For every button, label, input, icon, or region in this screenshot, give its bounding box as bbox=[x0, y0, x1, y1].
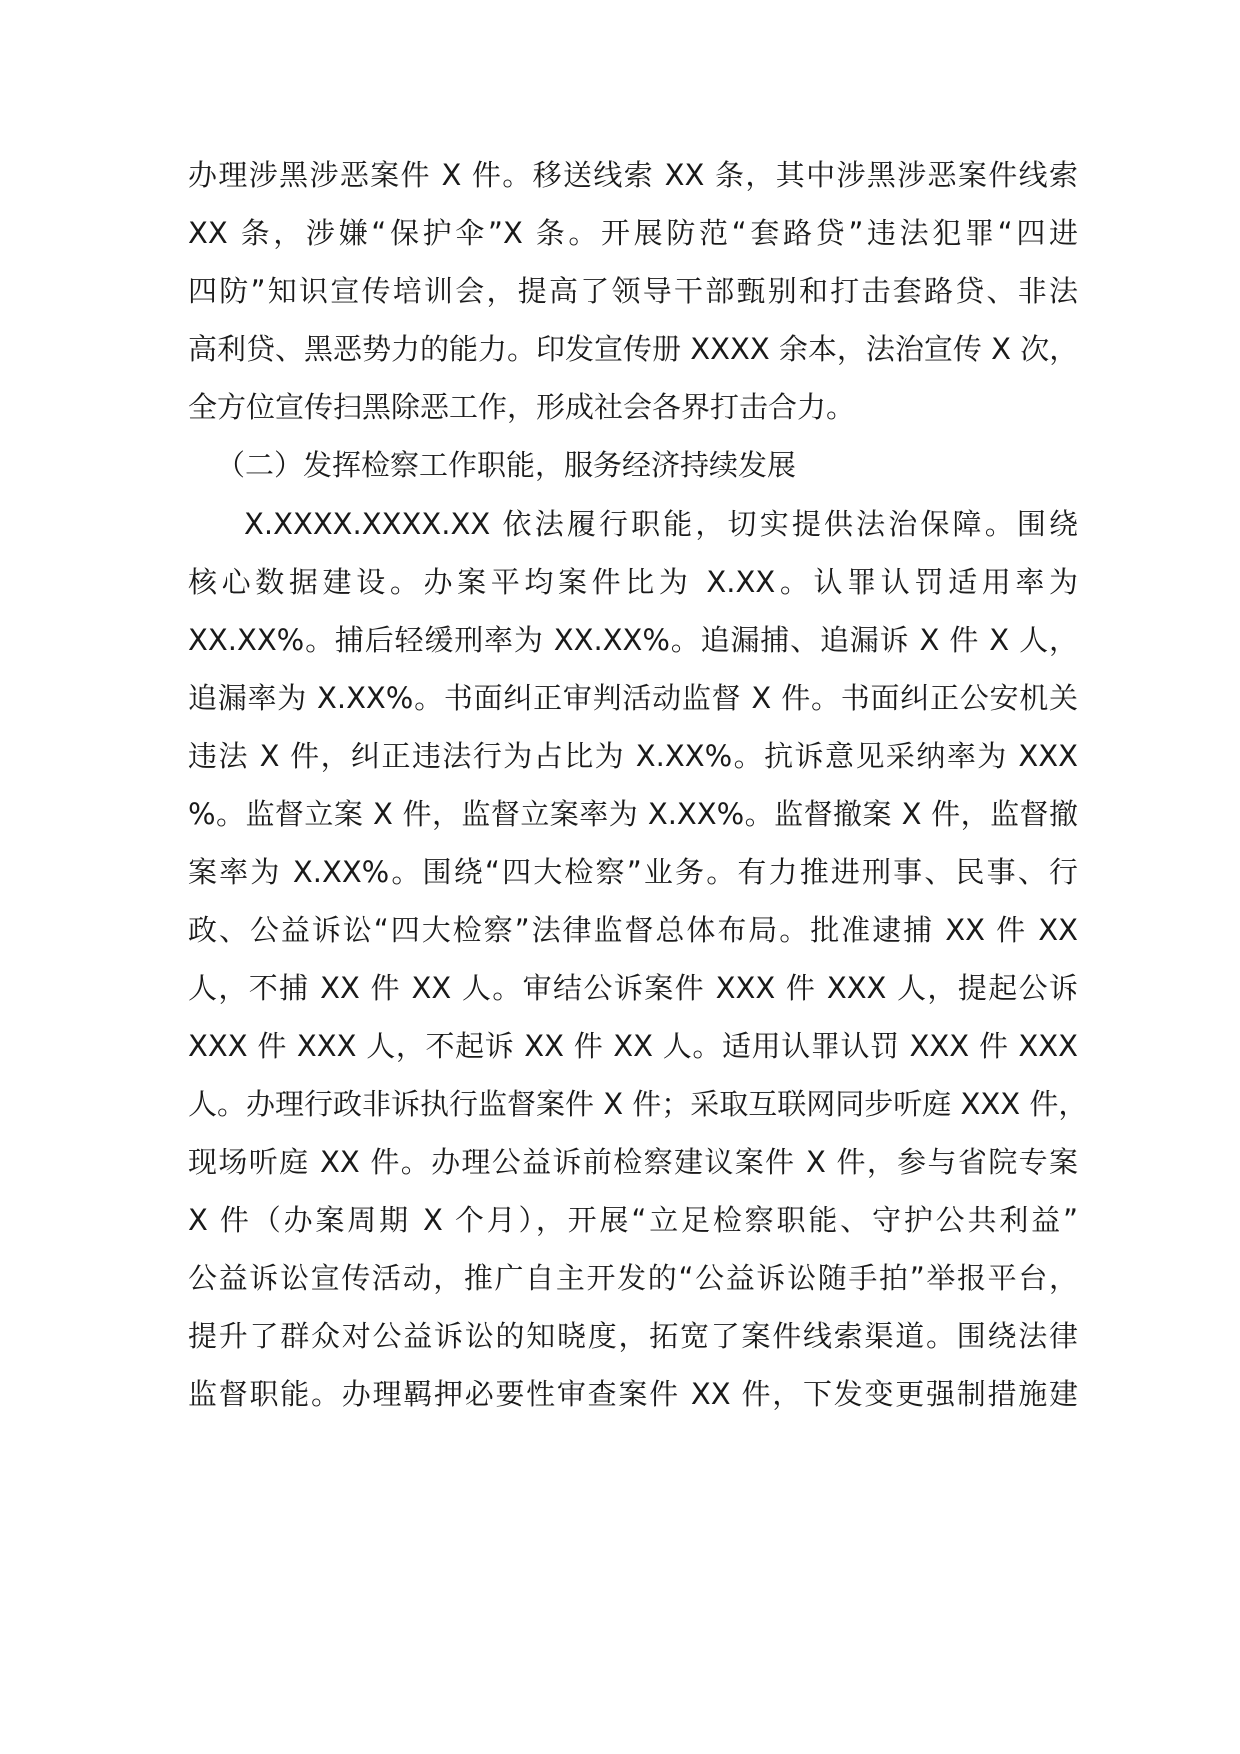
paragraph-2-line: 监督职能。办理羁押必要性审查案件 XX 件，下发变更强制措施建 bbox=[188, 1377, 1078, 1411]
paragraph-2-line: 追漏率为 X.XX%。书面纠正审判活动监督 X 件。书面纠正公安机关 bbox=[188, 681, 1078, 715]
paragraph-2-line: 案率为 X.XX%。围绕“四大检察”业务。有力推进刑事、民事、行 bbox=[188, 855, 1078, 889]
paragraph-2-line: 提升了群众对公益诉讼的知晓度，拓宽了案件线索渠道。围绕法律 bbox=[188, 1319, 1078, 1353]
section-heading: （二）发挥检察工作职能，服务经济持续发展 bbox=[216, 448, 797, 482]
paragraph-2-line: XXX 件 XXX 人，不起诉 XX 件 XX 人。适用认罪认罚 XXX 件 XXX bbox=[188, 1029, 1078, 1063]
paragraph-2-line: 公益诉讼宣传活动，推广自主开发的“公益诉讼随手拍”举报平台， bbox=[188, 1261, 1078, 1295]
paragraph-1-line: XX 条，涉嫌“保护伞”X 条。开展防范“套路贷”违法犯罪“四进 bbox=[188, 216, 1078, 250]
paragraph-2-line: 现场听庭 XX 件。办理公益诉前检察建议案件 X 件，参与省院专案 bbox=[188, 1145, 1078, 1179]
paragraph-2-line: 核心数据建设。办案平均案件比为 X.XX。认罪认罚适用率为 bbox=[188, 565, 1078, 599]
paragraph-1-line: 办理涉黑涉恶案件 X 件。移送线索 XX 条，其中涉黑涉恶案件线索 bbox=[188, 158, 1078, 192]
paragraph-2-line: 人。办理行政非诉执行监督案件 X 件；采取互联网同步听庭 XXX 件， bbox=[188, 1087, 1088, 1121]
paragraph-2-line: X.XXXX.XXXX.XX 依法履行职能，切实提供法治保障。围绕 bbox=[244, 507, 1078, 541]
paragraph-2-line: 人，不捕 XX 件 XX 人。审结公诉案件 XXX 件 XXX 人，提起公诉 bbox=[188, 971, 1078, 1005]
paragraph-2-line: 违法 X 件，纠正违法行为占比为 X.XX%。抗诉意见采纳率为 XXX bbox=[188, 739, 1078, 773]
paragraph-2-line: X 件（办案周期 X 个月），开展“立足检察职能、守护公共利益” bbox=[188, 1203, 1078, 1237]
paragraph-2-line: XX.XX%。捕后轻缓刑率为 XX.XX%。追漏捕、追漏诉 X 件 X 人， bbox=[188, 623, 1078, 657]
paragraph-1-line: 四防”知识宣传培训会，提高了领导干部甄别和打击套路贷、非法 bbox=[188, 274, 1078, 308]
paragraph-1-line: 全方位宣传扫黑除恶工作，形成社会各界打击合力。 bbox=[188, 390, 856, 424]
paragraph-1-line: 高利贷、黑恶势力的能力。印发宣传册 XXXX 余本，法治宣传 X 次， bbox=[188, 332, 1079, 366]
paragraph-2-line: 政、公益诉讼“四大检察”法律监督总体布局。批准逮捕 XX 件 XX bbox=[188, 913, 1078, 947]
paragraph-2-line: %。监督立案 X 件，监督立案率为 X.XX%。监督撤案 X 件，监督撤 bbox=[188, 797, 1078, 831]
